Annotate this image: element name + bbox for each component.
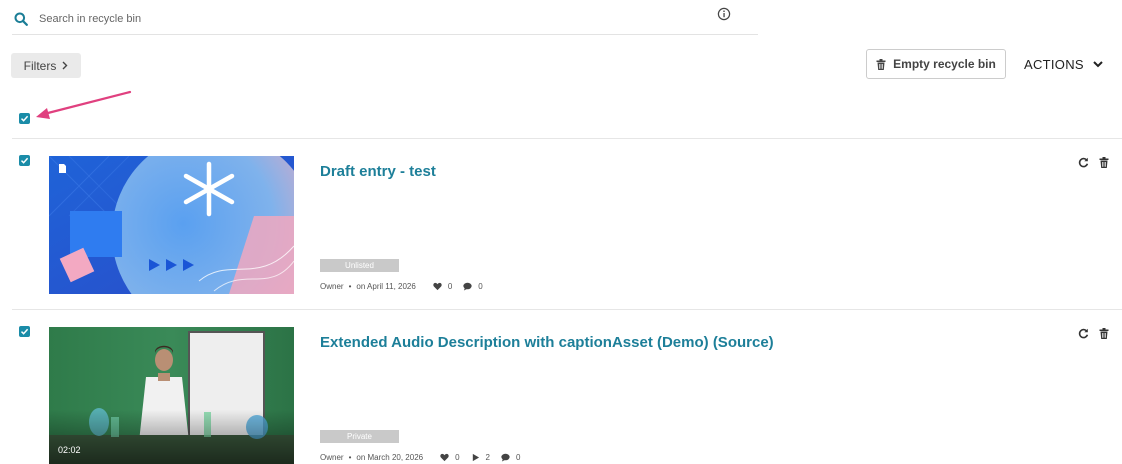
likes-stat [440,453,459,462]
filters-button[interactable] [11,53,81,78]
heart-icon [440,453,449,462]
actions-dropdown[interactable] [1024,54,1103,74]
actions-label: ACTIONS [1024,56,1084,72]
chevron-down-icon [1093,61,1103,68]
restore-icon[interactable] [1078,326,1089,337]
delete-icon[interactable] [1099,155,1110,166]
delete-icon[interactable] [1099,326,1110,337]
entry-meta [320,453,520,462]
separator-dot: • [348,282,352,291]
checkmark-icon [20,327,29,336]
restore-icon[interactable] [1078,155,1089,166]
entry-meta [320,282,483,291]
annotation-arrow [30,88,134,122]
comment-icon [463,282,472,291]
entry-title-link[interactable]: Draft entry - test [320,163,436,180]
entry-actions [1078,155,1110,166]
likes-count: 0 [447,282,453,291]
thumbnail-video-frame [49,327,294,464]
entry-actions [1078,326,1110,337]
comments-stat [501,453,520,462]
empty-recycle-bin-label: Empty recycle bin [893,57,996,71]
chevron-right-icon [62,61,68,70]
checkmark-icon [20,114,29,123]
entry-date: on April 11, 2026 [356,282,416,291]
select-all-checkbox[interactable] [19,113,30,124]
empty-recycle-bin-button[interactable] [866,49,1006,79]
search-icon[interactable] [14,12,28,26]
search-bar [12,4,758,35]
entry-thumbnail[interactable] [49,156,294,294]
likes-stat [433,282,452,291]
thumbnail-artwork [49,156,294,294]
plays-count: 2 [485,453,490,462]
document-icon [59,164,66,173]
status-badge: Unlisted [320,259,399,272]
entry-row [0,310,1122,464]
entry-title-link[interactable]: Extended Audio Description with captionAsset (Demo) (Source) [320,334,774,351]
entry-row [0,139,1122,309]
owner-label: Owner [320,282,344,291]
entry-checkbox[interactable] [19,155,30,166]
info-icon[interactable] [717,7,731,21]
owner-label: Owner [320,453,344,462]
comments-count: 0 [478,282,483,291]
search-input[interactable] [39,13,679,25]
entry-date: on March 20, 2026 [356,453,424,462]
comments-count: 0 [516,453,521,462]
trash-icon [876,59,886,70]
separator-dot: • [348,453,352,462]
duration-label: 02:02 [58,445,81,455]
play-icon [471,453,480,462]
heart-icon [433,282,442,291]
status-badge: Private [320,430,399,443]
comment-icon [501,453,510,462]
comments-stat [463,282,482,291]
entry-thumbnail[interactable] [49,327,294,464]
entry-checkbox[interactable] [19,326,30,337]
checkmark-icon [20,156,29,165]
filters-label: Filters [23,58,57,73]
plays-stat [471,453,490,462]
likes-count: 0 [455,453,460,462]
